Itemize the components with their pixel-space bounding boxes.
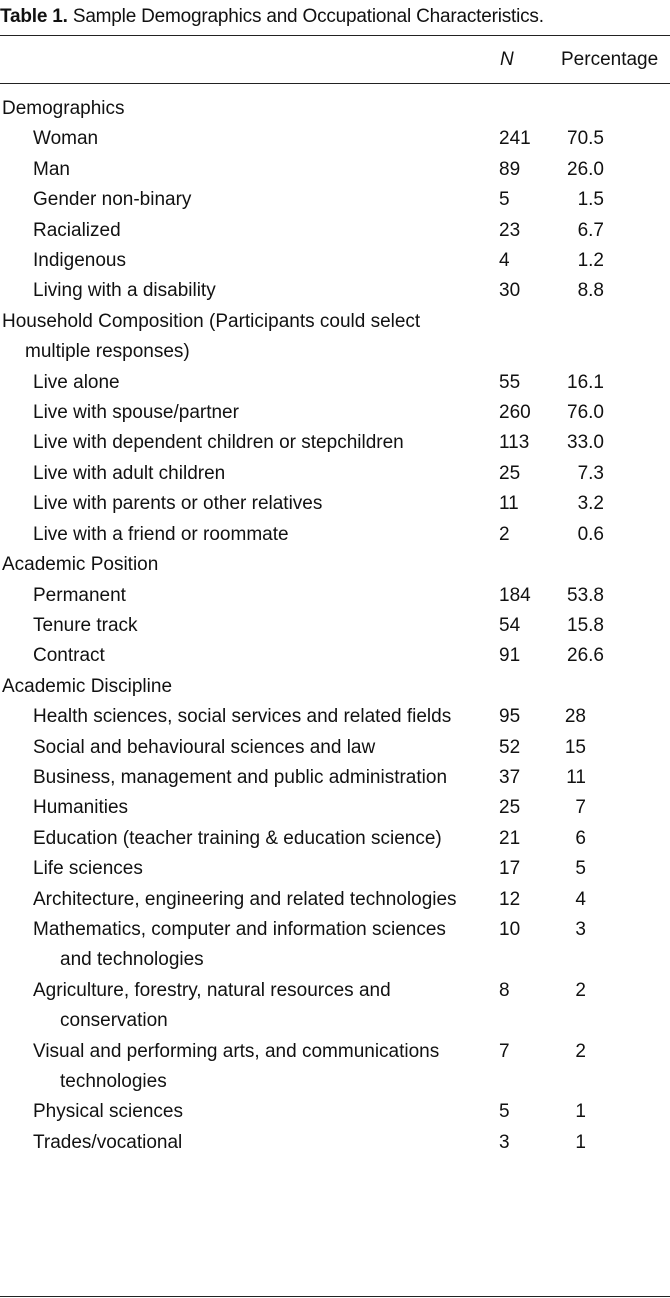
row-percentage: 1 — [575, 1101, 586, 1123]
table-header — [0, 43, 670, 77]
row-label: Trades/vocational — [33, 1131, 183, 1153]
table-row — [0, 915, 670, 976]
row-n: 25 — [499, 797, 521, 819]
row-percentage: 1.2 — [577, 250, 604, 272]
row-label: Man — [33, 158, 70, 180]
table-row — [0, 155, 670, 185]
table-row — [0, 581, 670, 611]
table-row — [0, 793, 670, 823]
table-row — [0, 276, 670, 306]
row-percentage: 8.8 — [577, 280, 604, 302]
row-percentage: 16.1 — [567, 371, 604, 393]
row-percentage: 70.5 — [567, 128, 604, 150]
row-label: Architecture, engineering and related technologies — [33, 888, 457, 910]
section-label: Academic Discipline — [2, 675, 173, 697]
row-n: 91 — [499, 645, 521, 667]
section-row — [0, 94, 670, 124]
table-caption-label: Table 1. — [0, 6, 68, 27]
row-label: Living with a disability — [33, 280, 216, 302]
row-percentage: 3 — [575, 918, 586, 940]
row-percentage: 6.7 — [577, 219, 604, 241]
row-n: 55 — [499, 371, 521, 393]
row-n: 5 — [499, 1101, 510, 1123]
table-row — [0, 246, 670, 276]
row-percentage: 1 — [575, 1131, 586, 1153]
table-body — [0, 94, 670, 1158]
section-row — [0, 672, 670, 702]
row-label: Contract — [33, 645, 105, 667]
table-row — [0, 733, 670, 763]
header-percentage: Percentage — [561, 49, 659, 70]
row-n: 54 — [499, 614, 521, 636]
table-caption-text: Sample Demographics and Occupational Characteristics. — [72, 6, 544, 27]
row-percentage: 11 — [566, 766, 586, 788]
row-percentage: 15 — [564, 736, 586, 758]
row-percentage: 7.3 — [577, 462, 604, 484]
table-row — [0, 854, 670, 884]
section-label: Academic Position — [2, 554, 159, 576]
table-row — [0, 1097, 670, 1127]
row-n: 52 — [499, 736, 521, 758]
row-n: 260 — [499, 402, 531, 424]
row-n: 17 — [499, 858, 521, 880]
row-percentage: 4 — [575, 888, 586, 910]
table-row — [0, 216, 670, 246]
table-row — [0, 763, 670, 793]
row-percentage: 2 — [575, 1040, 586, 1062]
row-n: 12 — [499, 888, 521, 910]
row-label: Gender non-binary — [33, 189, 192, 211]
table-row — [0, 824, 670, 854]
table-row — [0, 398, 670, 428]
table-row — [0, 368, 670, 398]
row-label: Racialized — [33, 219, 121, 241]
row-n: 95 — [499, 706, 521, 728]
row-label: Live with a friend or roommate — [33, 523, 289, 545]
section-row — [0, 307, 670, 368]
row-label: Life sciences — [33, 858, 143, 880]
table-row — [0, 459, 670, 489]
table-row — [0, 611, 670, 641]
table-row — [0, 185, 670, 215]
row-n: 30 — [499, 280, 521, 302]
row-percentage: 26.0 — [567, 158, 604, 180]
row-n: 11 — [499, 493, 519, 515]
row-n: 241 — [499, 128, 531, 150]
row-n: 21 — [499, 827, 521, 849]
row-label: Permanent — [33, 584, 126, 606]
table-row — [0, 428, 670, 458]
row-n: 7 — [499, 1040, 510, 1062]
row-percentage: 1.5 — [577, 189, 604, 211]
table-caption — [0, 0, 544, 34]
table-row — [0, 641, 670, 671]
section-label: Household Composition (Participants could select multiple responses) — [2, 310, 421, 363]
row-percentage: 5 — [575, 858, 586, 880]
row-n: 184 — [499, 584, 531, 606]
table-row — [0, 976, 670, 1037]
bottom-rule — [0, 1296, 670, 1297]
row-label: Live with spouse/partner — [33, 402, 239, 424]
row-label: Social and behavioural sciences and law — [33, 736, 376, 758]
row-percentage: 3.2 — [577, 493, 604, 515]
row-n: 89 — [499, 158, 521, 180]
row-n: 5 — [499, 189, 510, 211]
row-n: 10 — [499, 918, 521, 940]
top-rule — [0, 35, 670, 36]
row-percentage: 26.6 — [567, 645, 604, 667]
row-percentage: 0.6 — [577, 523, 604, 545]
row-label: Woman — [33, 128, 99, 150]
header-rule — [0, 83, 670, 84]
row-label: Live with adult children — [33, 462, 226, 484]
row-label: Live with dependent children or stepchildren — [33, 432, 404, 454]
header-n: N — [500, 49, 514, 70]
row-percentage: 7 — [575, 797, 586, 819]
row-n: 3 — [499, 1131, 510, 1153]
row-n: 8 — [499, 979, 510, 1001]
table-row — [0, 1128, 670, 1158]
section-row — [0, 550, 670, 580]
row-label: Humanities — [33, 797, 129, 819]
row-label: Tenure track — [33, 614, 138, 636]
row-label: Physical sciences — [33, 1101, 183, 1123]
row-percentage: 28 — [564, 706, 586, 728]
row-label: Mathematics, computer and information sciences and technologies — [33, 918, 446, 971]
row-n: 4 — [499, 250, 510, 272]
row-label: Health sciences, social services and related fields — [33, 706, 452, 728]
row-n: 23 — [499, 219, 521, 241]
row-label: Live with parents or other relatives — [33, 493, 323, 515]
table-row — [0, 1037, 670, 1098]
row-percentage: 53.8 — [567, 584, 604, 606]
row-label: Indigenous — [33, 250, 126, 272]
table-row — [0, 124, 670, 154]
table-row — [0, 489, 670, 519]
row-label: Business, management and public administration — [33, 766, 448, 788]
row-label: Agriculture, forestry, natural resources and conservation — [33, 979, 391, 1032]
row-label: Education (teacher training & education science) — [33, 827, 442, 849]
row-label: Visual and performing arts, and communications technologies — [33, 1040, 440, 1092]
row-percentage: 33.0 — [567, 432, 604, 454]
table-row — [0, 702, 670, 732]
row-percentage: 6 — [575, 827, 586, 849]
row-n: 37 — [499, 766, 521, 788]
section-label: Demographics — [2, 98, 125, 119]
row-n: 113 — [499, 432, 530, 454]
row-n: 2 — [499, 523, 510, 545]
row-n: 25 — [499, 462, 521, 484]
table-row — [0, 885, 670, 915]
table-row — [0, 520, 670, 550]
row-percentage: 76.0 — [567, 402, 604, 424]
row-label: Live alone — [33, 371, 120, 393]
row-percentage: 15.8 — [567, 614, 604, 636]
row-percentage: 2 — [575, 979, 586, 1001]
